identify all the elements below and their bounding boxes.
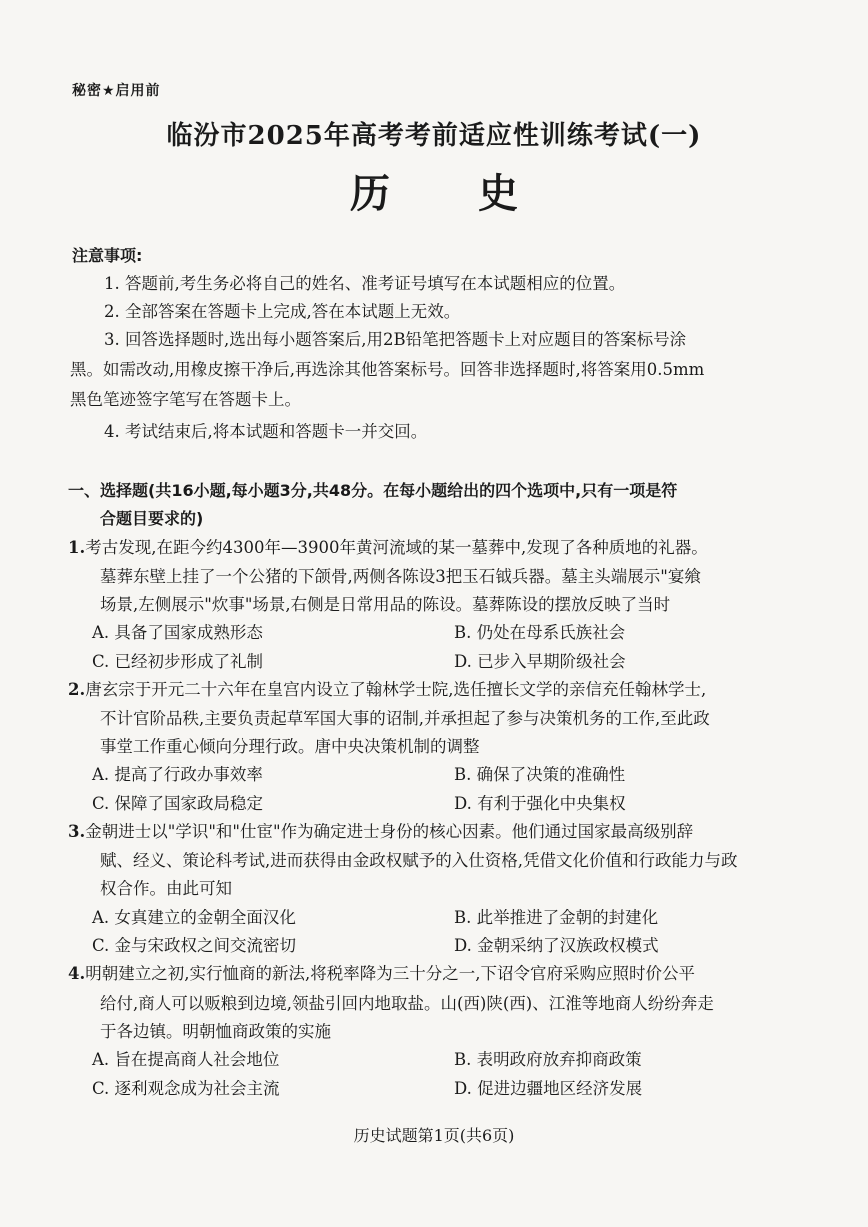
question-3-option-a: A. 女真建立的金朝全面汉化 <box>92 908 296 927</box>
question-4-option-d: D. 促进边疆地区经济发展 <box>454 1079 643 1098</box>
question-number: 1. <box>68 538 86 557</box>
question-1-line-3: 场景,左侧展示"炊事"场景,右侧是日常用品的陈设。墓葬陈设的摆放反映了当时 <box>100 595 671 614</box>
question-1-option-d: D. 已步入早期阶级社会 <box>454 652 626 671</box>
question-3-line-3: 权合作。由此可知 <box>100 879 232 898</box>
page-footer: 历史试题第1页(共6页) <box>353 1126 515 1145</box>
exam-title: 临汾市2025年高考考前适应性训练考试(一) <box>166 121 702 151</box>
section-heading: 一、选择题(共16小题,每小题3分,共48分。在每小题给出的四个选项中,只有一项是符 <box>68 481 678 500</box>
question-3 <box>68 818 693 842</box>
question-number: 2. <box>68 680 86 699</box>
note-3-cont: 黑。如需改动,用橡皮擦干净后,再选涂其他答案标号。回答非选择题时,将答案用0.5mm <box>70 360 705 379</box>
question-number: 4. <box>68 964 86 983</box>
question-1-option-a: A. 具备了国家成熟形态 <box>92 623 263 642</box>
question-4-option-b: B. 表明政府放弃抑商政策 <box>454 1050 642 1069</box>
question-4-line-2: 给付,商人可以贩粮到边境,领盐引回内地取盐。山(西)陕(西)、江淮等地商人纷纷奔走 <box>100 994 714 1013</box>
question-1-option-c: C. 已经初步形成了礼制 <box>92 652 264 671</box>
question-2-line-2: 不计官阶品秩,主要负责起草军国大事的诏制,并承担起了参与决策机务的工作,至此政 <box>100 709 710 728</box>
confidential-label: 秘密★启用前 <box>72 83 161 99</box>
note-3: 3. 回答选择题时,选出每小题答案后,用2B铅笔把答题卡上对应题目的答案标号涂 <box>104 330 687 349</box>
question-3-option-c: C. 金与宋政权之间交流密切 <box>92 936 297 955</box>
question-1 <box>68 534 708 558</box>
question-4 <box>68 960 695 984</box>
subject-char-1: 历 <box>350 171 390 217</box>
question-number: 3. <box>68 822 86 841</box>
question-text: 考古发现,在距今约4300年—3900年黄河流域的某一墓葬中,发现了各种质地的礼器。 <box>85 538 708 557</box>
note-1: 1. 答题前,考生务必将自己的姓名、准考证号填写在本试题相应的位置。 <box>104 274 626 293</box>
question-3-line-2: 赋、经义、策论科考试,进而获得由金政权赋予的入仕资格,凭借文化价值和行政能力与政 <box>100 851 738 870</box>
question-2-option-c: C. 保障了国家政局稳定 <box>92 794 264 813</box>
note-2: 2. 全部答案在答题卡上完成,答在本试题上无效。 <box>104 302 461 321</box>
question-text: 金朝进士以"学识"和"仕宦"作为确定进士身份的核心因素。他们通过国家最高级别辞 <box>85 822 694 841</box>
question-2 <box>68 676 706 700</box>
question-3-option-b: B. 此举推进了金朝的封建化 <box>454 908 659 927</box>
question-text: 明朝建立之初,实行恤商的新法,将税率降为三十分之一,下诏令官府采购应照时价公平 <box>85 964 695 983</box>
question-2-option-a: A. 提高了行政办事效率 <box>92 765 263 784</box>
question-4-option-a: A. 旨在提高商人社会地位 <box>92 1050 280 1069</box>
subject-char-2: 史 <box>478 171 518 217</box>
question-3-option-d: D. 金朝采纳了汉族政权模式 <box>454 936 659 955</box>
question-1-line-2: 墓葬东壁上挂了一个公猪的下颌骨,两侧各陈设3把玉石钺兵器。墓主头端展示"宴飨 <box>100 567 701 586</box>
notes-heading: 注意事项: <box>72 246 143 265</box>
subject-title <box>0 162 868 219</box>
question-4-line-3: 于各边镇。明朝恤商政策的实施 <box>100 1022 331 1041</box>
question-1-option-b: B. 仍处在母系氏族社会 <box>454 623 626 642</box>
question-text: 唐玄宗于开元二十六年在皇宫内设立了翰林学士院,选任擅长文学的亲信充任翰林学士, <box>85 680 707 699</box>
note-4: 4. 考试结束后,将本试题和答题卡一并交回。 <box>104 422 428 441</box>
question-2-line-3: 事堂工作重心倾向分理行政。唐中央决策机制的调整 <box>100 737 480 756</box>
question-2-option-b: B. 确保了决策的准确性 <box>454 765 626 784</box>
question-4-option-c: C. 逐利观念成为社会主流 <box>92 1079 280 1098</box>
note-3-cont2: 黑色笔迹签字笔写在答题卡上。 <box>70 390 301 409</box>
section-heading-cont: 合题目要求的) <box>100 509 204 528</box>
question-2-option-d: D. 有利于强化中央集权 <box>454 794 626 813</box>
